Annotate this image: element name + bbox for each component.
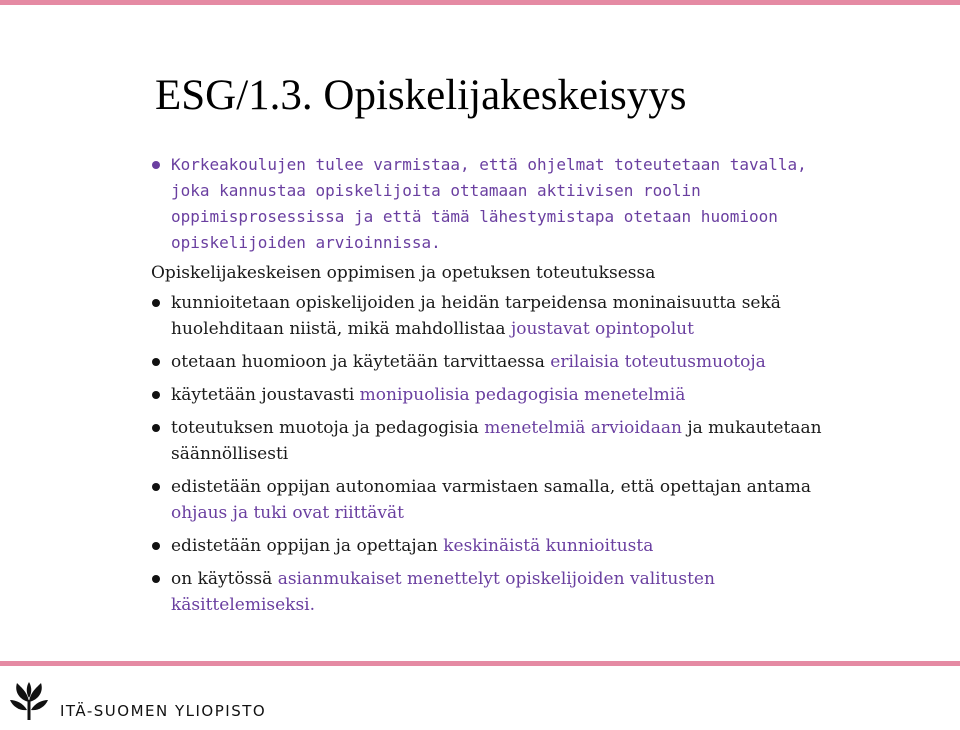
top-accent-rule (0, 0, 960, 5)
bullet-icon (152, 424, 160, 432)
bullet-icon (152, 575, 160, 583)
bullet-icon (152, 483, 160, 491)
item-text-tail: ja mukautetaan säännöllisesti (171, 418, 822, 464)
bullet-icon (152, 542, 160, 550)
item-text: edistetään oppijan autonomiaa varmistaen samalla, että opettajan antama (171, 477, 811, 497)
item-text: kunnioitetaan opiskelijoiden ja heidän tarpeidensa moninaisuutta sekä huolehditaan niistä, mikä mahdollistaa (171, 293, 781, 339)
uef-flower-logo-icon (8, 680, 50, 722)
university-name: ITÄ-SUOMEN YLIOPISTO (60, 702, 267, 720)
list-intro: Opiskelijakeskeisen oppimisen ja opetuksen toteutuksessa (151, 263, 656, 283)
bullet-icon (152, 358, 160, 366)
item-highlight: monipuolisia pedagogisia menetelmiä (359, 385, 686, 405)
item-text: edistetään oppijan ja opettajan (171, 536, 444, 556)
item-highlight: keskinäistä kunnioitusta (443, 536, 654, 556)
principle-list (152, 290, 852, 625)
item-text: toteutuksen muotoja ja pedagogisia (171, 418, 485, 438)
item-text: käytetään joustavasti (171, 385, 360, 405)
item-text: on käytössä (171, 569, 278, 589)
bottom-accent-rule (0, 661, 960, 666)
item-highlight: ohjaus ja tuki ovat riittävät (171, 503, 404, 523)
bullet-icon (152, 161, 160, 169)
item-highlight: erilaisia toteutusmuotoja (550, 352, 766, 372)
bullet-icon (152, 391, 160, 399)
bullet-icon (152, 299, 160, 307)
item-highlight: menetelmiä arvioidaan (484, 418, 682, 438)
list-item (152, 474, 852, 526)
list-item (152, 290, 852, 342)
item-text: otetaan huomioon ja käytetään tarvittaessa (171, 352, 551, 372)
list-item (152, 566, 852, 618)
item-highlight: joustavat opintopolut (510, 319, 694, 339)
list-item (152, 533, 852, 559)
lead-bullet (152, 152, 832, 256)
slide-title: ESG/1.3. Opiskelijakeskeisyys (155, 72, 687, 119)
list-item (152, 415, 852, 467)
list-item (152, 349, 852, 375)
lead-text: Korkeakoulujen tulee varmistaa, että ohjelmat toteutetaan tavalla, joka kannustaa opiskelijoita ottamaan aktiivisen roolin oppimisprosessissa ja että tämä lähestymistapa otetaan huomioon opiskelijoiden arvioinnissa. (171, 155, 807, 252)
list-item (152, 382, 852, 408)
item-highlight: asianmukaiset menettelyt opiskelijoiden valitusten käsittelemiseksi. (171, 569, 715, 615)
